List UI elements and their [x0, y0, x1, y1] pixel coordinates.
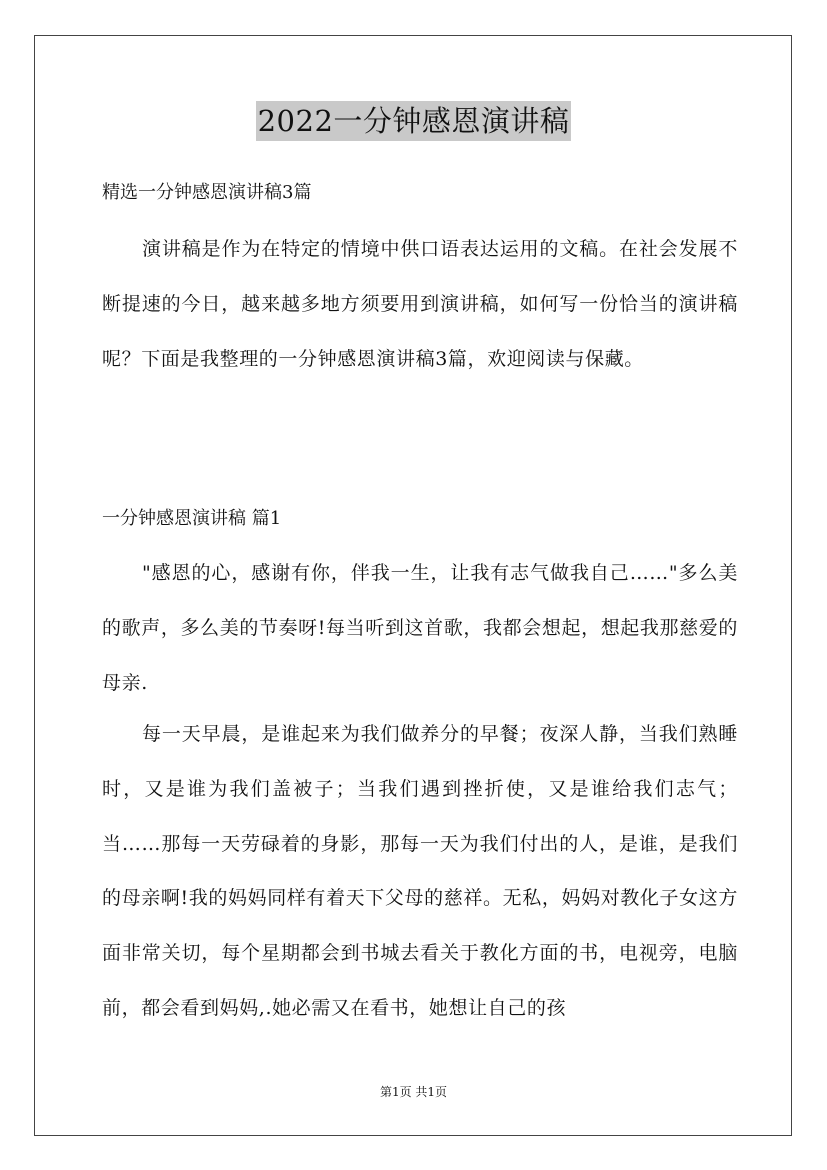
title-wrap: [0, 101, 827, 141]
section-heading: 一分钟感恩演讲稿 篇1: [102, 508, 282, 529]
body-paragraph-2: 每一天早晨，是谁起来为我们做养分的早餐；夜深人静，当我们熟睡时，又是谁为我们盖被子；当我们遇到挫折使，又是谁给我们志气；当……那每一天劳碌着的身影，那每一天为我们付出的人，是谁，是我们的母亲啊!我的妈妈同样有着天下父母的慈祥。无私，妈妈对教化子女这方面非常关切，每个星期都会到书城去看关于教化方面的书，电视旁，电脑前，都会看到妈妈,.她必需又在看书，她想让自己的孩: [102, 723, 738, 1019]
document-title: 2022一分钟感恩演讲稿: [256, 101, 572, 141]
document-subtitle: 精选一分钟感恩演讲稿3篇: [102, 182, 312, 203]
intro-paragraph: 演讲稿是作为在特定的情境中供口语表达运用的文稿。在社会发展不断提速的今日，越来越多地方须要用到演讲稿，如何写一份恰当的演讲稿呢？下面是我整理的一分钟感恩演讲稿3篇，欢迎阅读与保藏。: [102, 238, 738, 370]
body-paragraph-1: "感恩的心，感谢有你，伴我一生，让我有志气做我自己……"多么美的歌声，多么美的节奏呀!每当听到这首歌，我都会想起，想起我那慈爱的母亲.: [102, 562, 738, 694]
page-footer: 第1页 共1页: [379, 1085, 448, 1099]
